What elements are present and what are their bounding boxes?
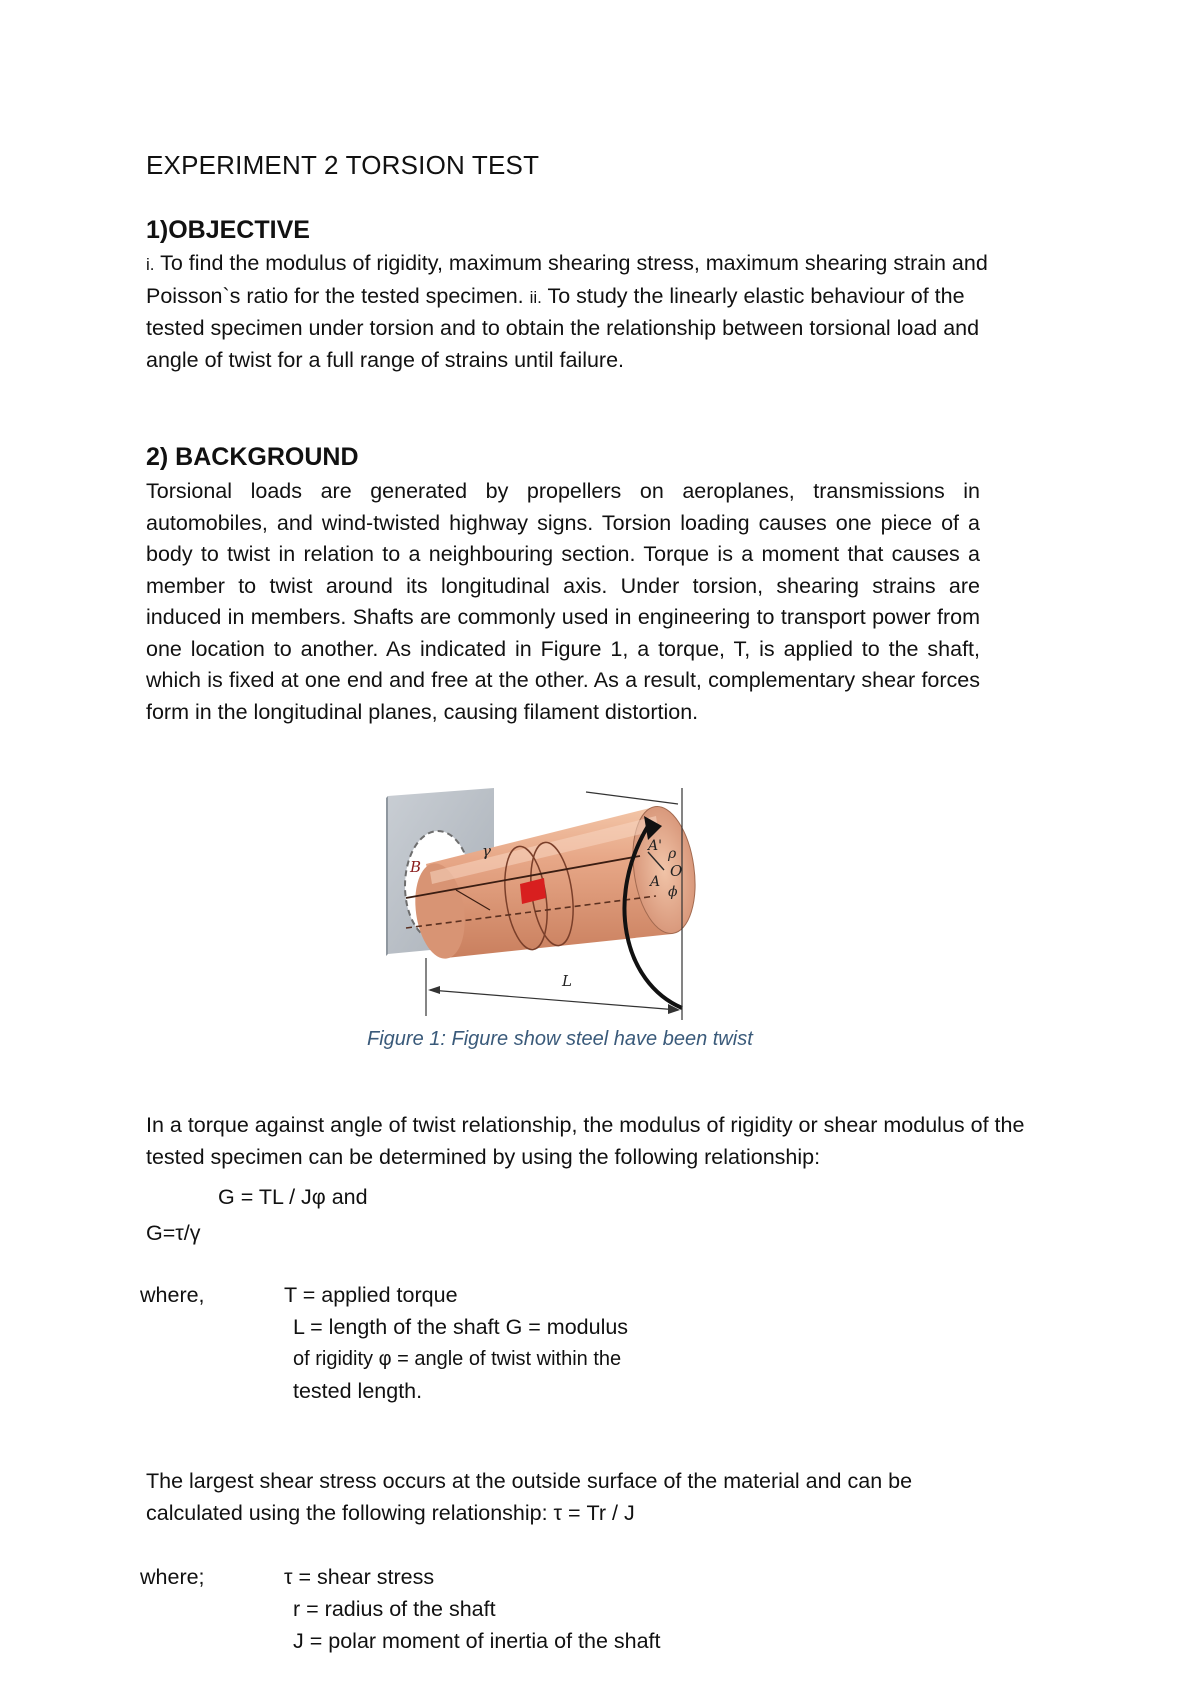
def-tested-length: tested length. xyxy=(293,1379,423,1403)
torsion-diagram xyxy=(386,786,724,1020)
def-torque: T = applied torque xyxy=(284,1283,458,1307)
label-gamma: γ xyxy=(482,842,491,860)
def-shear-stress: τ = shear stress xyxy=(284,1565,435,1589)
label-L: L xyxy=(562,972,572,990)
def-length: L = length of the shaft G = modulus xyxy=(293,1315,629,1339)
shear-line2: calculated using the following relationship: τ = Tr / J xyxy=(146,1501,635,1525)
label-A-prime: A' xyxy=(648,838,662,854)
label-O: O xyxy=(670,862,683,880)
objective-heading: 1)OBJECTIVE xyxy=(146,216,310,244)
formula-g-tau: G=τ/γ xyxy=(146,1221,201,1245)
def-rigidity: of rigidity φ = angle of twist within the xyxy=(293,1348,622,1370)
modulus-where-label: where, xyxy=(140,1283,205,1307)
background-heading: 2) BACKGROUND xyxy=(146,443,359,471)
label-phi: ϕ xyxy=(668,884,678,900)
label-B: B xyxy=(410,858,422,876)
objective-item1-marker: i. xyxy=(146,255,155,274)
page-title: EXPERIMENT 2 TORSION TEST xyxy=(146,150,540,180)
objective-paragraph xyxy=(146,248,996,376)
torsion-figure xyxy=(386,786,724,1020)
objective-item2-marker: ii. xyxy=(529,287,542,307)
def-polar-moment: J = polar moment of inertia of the shaft xyxy=(293,1629,661,1653)
def-radius: r = radius of the shaft xyxy=(293,1597,496,1621)
figure-caption: Figure 1: Figure show steel have been twist xyxy=(367,1028,753,1050)
modulus-intro-line2: tested specimen can be determined by using the following relationship: xyxy=(146,1145,821,1169)
modulus-intro-line1: In a torque against angle of twist relationship, the modulus of rigidity or shear modulus of the xyxy=(146,1113,1025,1137)
formula-g-tl: G = TL / Jφ and xyxy=(218,1185,368,1209)
label-A: A xyxy=(650,874,661,890)
label-rho: ρ xyxy=(668,846,677,862)
objective-item1-text: To find the modulus of rigidity, maximum shearing stress, maximum shearing strain and Poisson`s ratio for the tested specimen. xyxy=(146,251,988,308)
shear-line1: The largest shear stress occurs at the outside surface of the material and can be xyxy=(146,1469,913,1493)
background-paragraph: Torsional loads are generated by propellers on aeroplanes, transmissions in automobiles, and wind-twisted highway signs. Torsion loading causes one piece of a body to twist in relation to a neighbouring section. Torque is a moment that causes a member to twist around its longitudinal axis. Under torsion, shearing strains are induced in members. Shafts are commonly used in engineering to transport power from one location to another. As indicated in Figure 1, a torque, T, is applied to the shaft, which is fixed at one end and free at the other. As a result, complementary shear forces form in the longitudinal planes, causing filament distortion. xyxy=(146,479,980,724)
shear-where-label: where; xyxy=(140,1565,205,1589)
dimension-arrow-left-icon xyxy=(428,986,440,994)
objective-item2-text: To study the linearly elastic behaviour of the tested specimen under torsion and to obtain the relationship between torsional load and angle of twist for a full range of strains until failure. xyxy=(146,283,980,372)
